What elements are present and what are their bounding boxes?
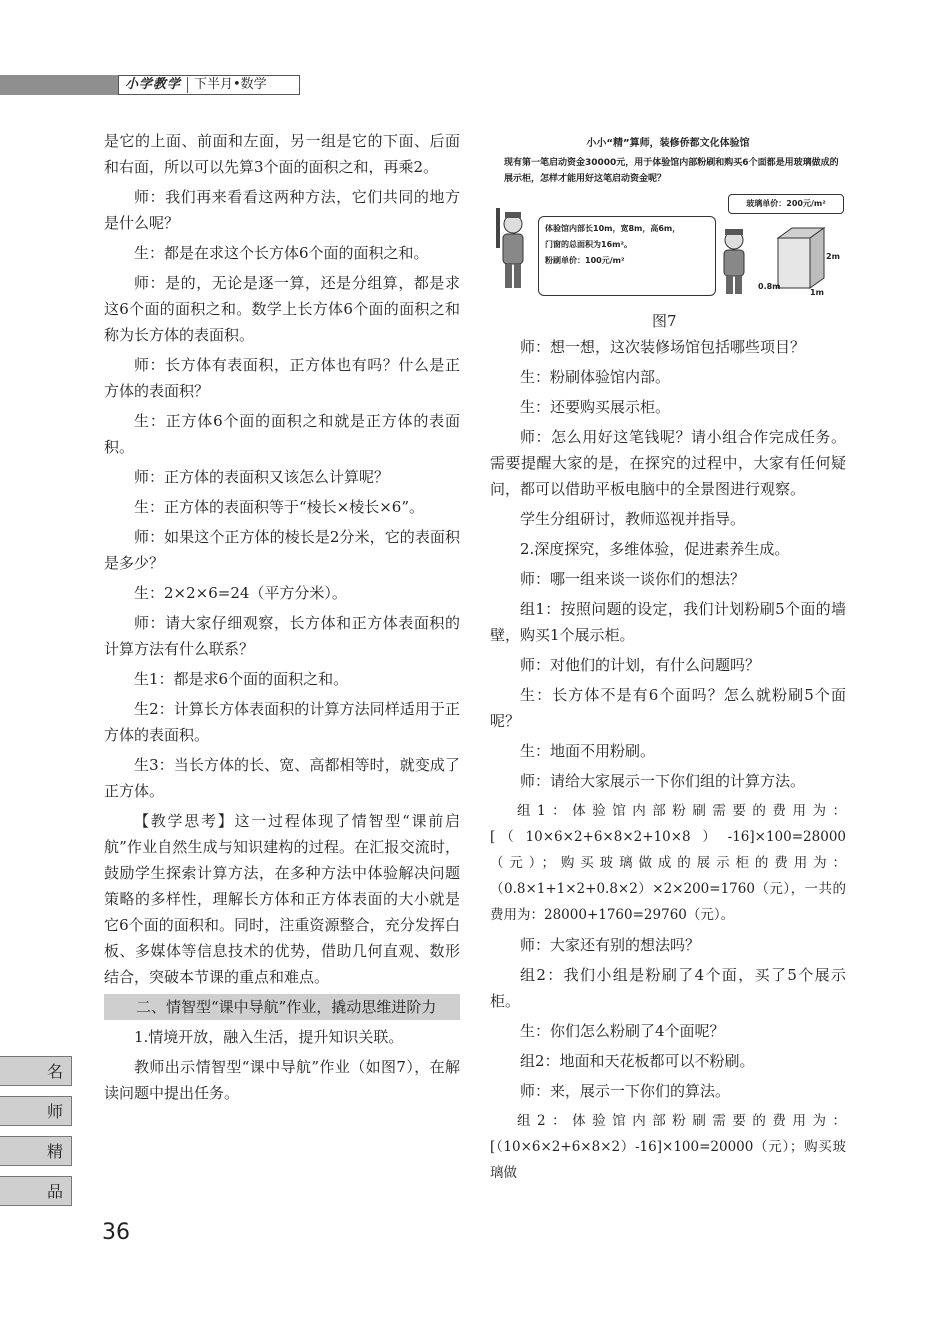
paragraph: 是它的上面、前面和左面，另一组是它的下面、后面和右面，所以可以先算3个面的面积之和，再乘2。 — [104, 132, 460, 176]
paragraph: 生：正方体6个面的面积之和就是正方体的表面积。 — [104, 412, 460, 456]
paragraph: 生：长方体不是有6个面吗？怎么就粉刷5个面呢？ — [490, 686, 846, 730]
paragraph: 1.情境开放，融入生活，提升知识关联。 — [134, 1028, 404, 1046]
paragraph: 师：正方体的表面积又该怎么计算呢？ — [134, 468, 390, 486]
info-line: 粉刷单价：100元/m² — [545, 256, 625, 265]
left-column — [104, 128, 460, 1110]
paragraph: 师：是的，无论是逐一算，还是分组算，都是求这6个面的面积之和。数学上长方体6个面的面积之和称为长方体的表面积。 — [104, 274, 460, 344]
info-line: 门窗的总面积为16m²。 — [545, 240, 632, 249]
paragraph: 师：哪一组来谈一谈你们的想法？ — [520, 570, 746, 588]
paragraph: 师：长方体有表面积，正方体也有吗？什么是正方体的表面积？ — [104, 356, 460, 400]
right-column — [490, 334, 846, 1190]
teaching-reflection: 【教学思考】这一过程体现了情智型“课前启航”作业自然生成与知识建构的过程。在汇报交流时，鼓励学生探索计算方法，在多种方法中体验解决问题策略的多样性，理解长方体和正方体表面的大小就是它6个面的面积和。同时，注重资源整合，充分发挥白板、多媒体等信息技术的优势，借助几何直观、数形结合，突破本节课的重点和难点。 — [104, 812, 460, 986]
side-tab: 品 — [0, 1176, 72, 1206]
paragraph: 组2：我们小组是粉刷了4个面，买了5个展示柜。 — [490, 966, 846, 1010]
paragraph: 组1：按照问题的设定，我们计划粉刷5个面的墙壁，购买1个展示柜。 — [490, 600, 846, 644]
paragraph: 师：请给大家展示一下你们组的计算方法。 — [520, 772, 806, 790]
figure-7 — [492, 128, 844, 300]
paragraph: 2.深度探究，多维体验，促进素养生成。 — [520, 540, 790, 558]
paragraph: 生1：都是求6个面的面积之和。 — [134, 670, 349, 688]
paragraph: 生：地面不用粉刷。 — [520, 742, 656, 760]
header-gray-bar — [0, 75, 118, 95]
paragraph: 生：粉刷体验馆内部。 — [520, 368, 671, 386]
side-tab: 名 — [0, 1056, 72, 1086]
journal-logo: 小学教学 — [125, 77, 182, 92]
paragraph: 师：想一想，这次装修场馆包括哪些项目？ — [520, 338, 806, 356]
side-tab: 精 — [0, 1136, 72, 1166]
paragraph: 生：你们怎么粉刷了4个面呢？ — [520, 1022, 725, 1040]
paragraph: 生：还要购买展示柜。 — [520, 398, 671, 416]
figure-title: 小小“精”算师，装修侨都文化体验馆 — [586, 138, 750, 149]
paragraph: 生：都是在求这个长方体6个面的面积之和。 — [134, 244, 429, 262]
page-header — [0, 75, 300, 95]
glass-price-box: 玻璃单价：200元/m² — [728, 194, 844, 214]
paragraph: 组2：地面和天花板都可以不粉刷。 — [520, 1052, 755, 1070]
page-number: 36 — [102, 1220, 130, 1245]
hall-info-box — [538, 216, 716, 296]
paragraph: 师：请大家仔细观察，长方体和正方体表面积的计算方法有什么联系？ — [104, 614, 460, 658]
paragraph: 生2：计算长方体表面积的计算方法同样适用于正方体的表面积。 — [104, 700, 460, 744]
paragraph: 师：怎么用好这笔钱呢？请小组合作完成任务。需要提醒大家的是，在探究的过程中，大家有任何疑问，都可以借助平板电脑中的全景图进行观察。 — [490, 428, 846, 498]
journal-header-box — [118, 75, 300, 95]
paragraph: 生：正方体的表面积等于“棱长×棱长×6”。 — [134, 498, 425, 516]
dimension-length: 1m — [810, 288, 824, 297]
paragraph: 学生分组研讨，教师巡视并指导。 — [520, 510, 746, 528]
figure-caption: 图7 — [652, 312, 677, 330]
worker-icon — [716, 226, 752, 296]
paragraph: 生3：当长方体的长、宽、高都相等时，就变成了正方体。 — [104, 756, 460, 800]
painter-icon — [494, 208, 532, 294]
paragraph: 教师出示情智型“课中导航”作业（如图7），在解读问题中提出任务。 — [104, 1058, 460, 1102]
paragraph: 组2：体验馆内部粉刷需要的费用为：[（10×6×2+6×8×2）-16]×100=20000（元）；购买玻璃做 — [490, 1113, 846, 1181]
paragraph: 师：来，展示一下你们的算法。 — [520, 1082, 731, 1100]
paragraph: 组1：体验馆内部粉刷需要的费用为：[（10×6×2+6×8×2+10×8）-16]×100=28000（元）；购买玻璃做成的展示柜的费用为：（0.8×1+1×2+0.8×2）×2×200=1760（元），一共的费用为：28000+1760=29760（元）。 — [490, 803, 846, 923]
side-tab: 师 — [0, 1096, 72, 1126]
info-line: 体验馆内部长10m，宽8m，高6m， — [545, 224, 681, 233]
paragraph: 师：大家还有别的想法吗？ — [520, 936, 701, 954]
section-heading: 二、情智型“课中导航”作业，撬动思维进阶力 — [104, 994, 460, 1020]
dimension-width: 0.8m — [758, 282, 781, 291]
journal-issue: 下半月•数学 — [194, 77, 267, 92]
paragraph: 师：对他们的计划，有什么问题吗？ — [520, 656, 761, 674]
paragraph: 师：如果这个正方体的棱长是2分米，它的表面积是多少？ — [104, 528, 460, 572]
paragraph: 生：2×2×6=24（平方分米）。 — [134, 584, 347, 602]
paragraph: 师：我们再来看看这两种方法，它们共同的地方是什么呢？ — [104, 188, 460, 232]
figure-problem-text: 现有第一笔启动资金30000元，用于体验馆内部粉刷和购买6个面都是用玻璃做成的展示柜，怎样才能用好这笔启动资金呢？ — [504, 158, 839, 184]
dimension-height: 2m — [826, 252, 840, 261]
